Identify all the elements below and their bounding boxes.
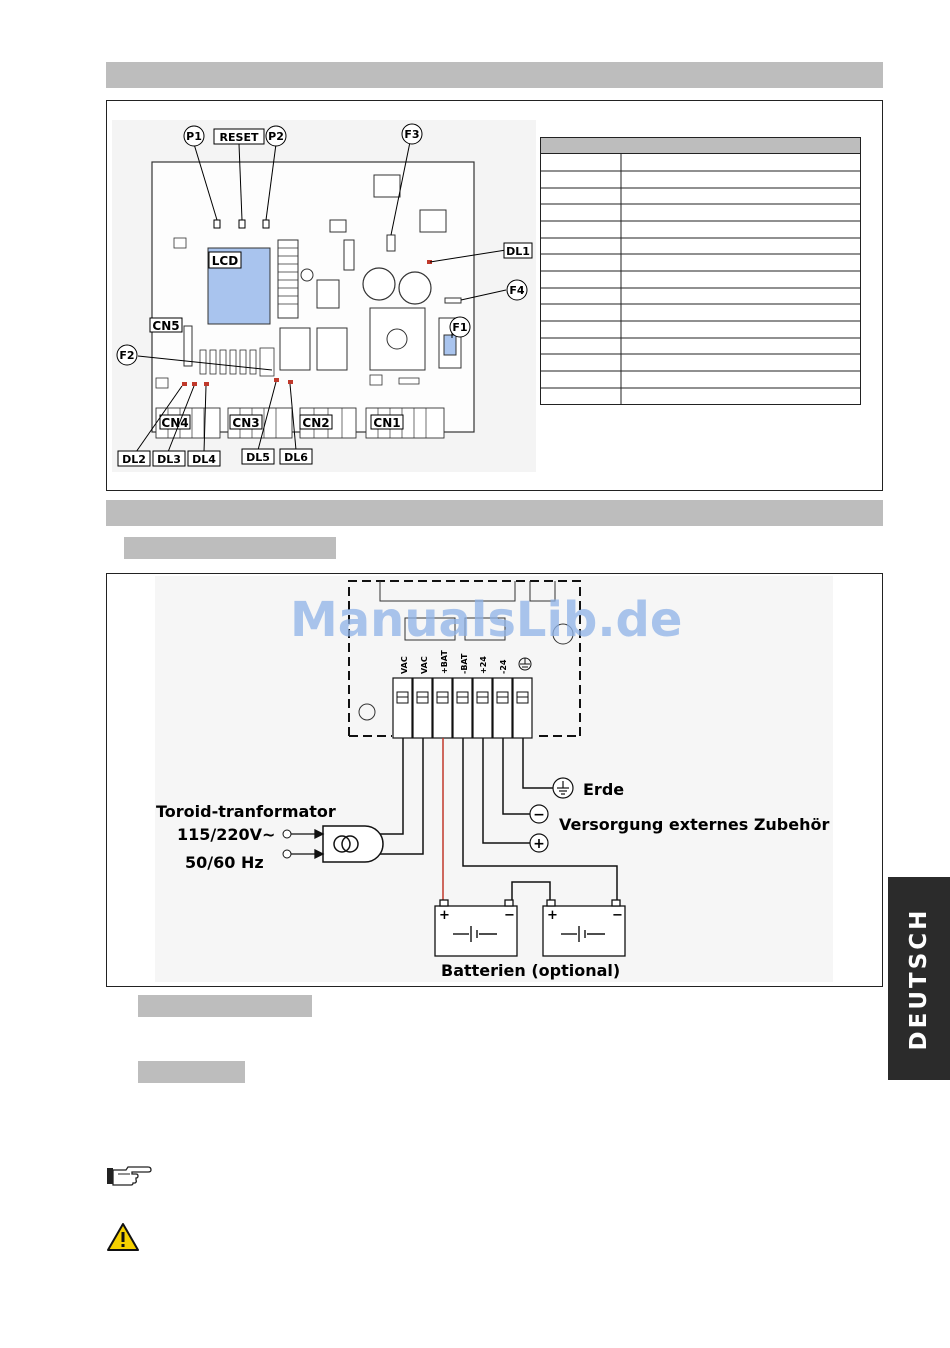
lcd-label: LCD <box>211 254 239 268</box>
cn3-label: CN3 <box>232 416 260 430</box>
frequency-label: 50/60 Hz <box>185 853 264 872</box>
svg-text:−: − <box>612 908 623 923</box>
svg-text:+: + <box>439 908 450 923</box>
dl2-label: DL2 <box>122 453 146 466</box>
svg-text:−: − <box>504 908 515 923</box>
cn1-label: CN1 <box>373 416 401 430</box>
language-tab <box>888 877 950 1080</box>
subsection-bar-1 <box>124 537 336 559</box>
subsection-bar-2 <box>138 995 312 1017</box>
pointing-hand-icon <box>106 1164 152 1188</box>
terminal-label-vac-2: VAC <box>420 656 429 674</box>
terminal-label-plus-bat: +BAT <box>440 650 449 674</box>
dl4-label: DL4 <box>192 453 216 466</box>
svg-text:+: + <box>547 908 558 923</box>
section-header-bar-2 <box>106 500 883 526</box>
reset-label: RESET <box>219 131 259 144</box>
dl6-label: DL6 <box>284 451 308 464</box>
terminal-label-minus-24: -24 <box>499 659 508 674</box>
svg-text:−: − <box>533 807 545 823</box>
f4-label: F4 <box>509 284 525 297</box>
subsection-bar-3 <box>138 1061 245 1083</box>
terminal-label-minus-bat: -BAT <box>460 653 469 674</box>
cn4-label: CN4 <box>161 416 189 430</box>
cn5-label: CN5 <box>152 319 180 333</box>
cn2-label: CN2 <box>302 416 330 430</box>
svg-text:+: + <box>533 836 545 852</box>
terminal-label-vac-1: VAC <box>400 656 409 674</box>
earth-terminal-icon <box>553 778 573 798</box>
batteries-label: Batterien (optional) <box>441 961 621 980</box>
language-tab-label: DEUTSCH <box>906 907 932 1050</box>
f3-label: F3 <box>404 128 420 141</box>
terminal-label-plus-24: +24 <box>479 656 488 674</box>
dl1-label: DL1 <box>506 245 530 258</box>
voltage-label: 115/220V~ <box>177 825 276 844</box>
component-legend-table <box>540 137 862 407</box>
dl3-label: DL3 <box>157 453 181 466</box>
f1-label: F1 <box>452 321 468 334</box>
transformer-title: Toroid-tranformator <box>156 802 336 821</box>
dl5-label: DL5 <box>246 451 270 464</box>
watermark: ManualsLib.de <box>290 592 683 648</box>
accessory-supply-label: Versorgung externes Zubehör <box>559 815 830 834</box>
p2-label: P2 <box>268 130 284 143</box>
f2-label: F2 <box>119 349 135 362</box>
warning-icon <box>106 1222 140 1252</box>
earth-label: Erde <box>583 780 625 799</box>
control-board-diagram <box>112 120 536 472</box>
section-header-bar-1 <box>106 62 883 88</box>
p1-label: P1 <box>186 130 202 143</box>
